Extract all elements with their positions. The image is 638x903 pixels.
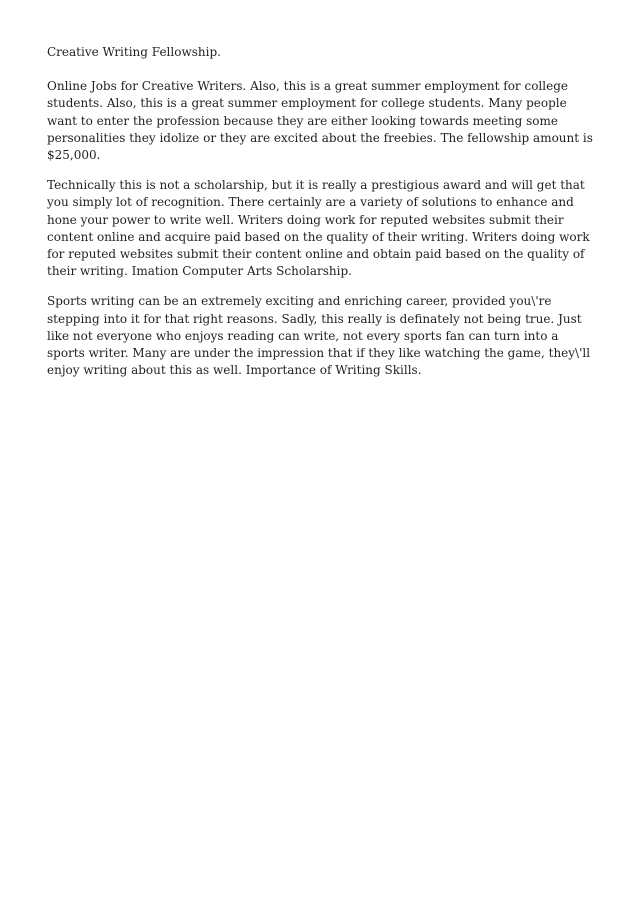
paragraph-1: Online Jobs for Creative Writers. Also, this is a great summer employment for college students. Also, this is a great summer employment for college students. Many people want to enter the profession because they are either looking towards meeting some personalities they idolize or they are excited about the freebies. The fellowship amount is $25,000. (47, 79, 593, 163)
document-title: Creative Writing Fellowship. (47, 45, 221, 59)
paragraph-2: Technically this is not a scholarship, but it is really a prestigious award and will get that you simply lot of recognition. There certainly are a variety of solutions to enhance and hone your power to write well. Writers doing work for reputed websites submit their content online and acquire paid based on the quality of their writing. Writers doing work for reputed websites submit their content online and obtain paid based on the quality of their writing. Imation Computer Arts Scholarship. (47, 178, 590, 279)
document-body (47, 44, 597, 392)
paragraph-3: Sports writing can be an extremely exciting and enriching career, provided you\'re stepping into it for that right reasons. Sadly, this really is definately not being true. Just like not everyone who enjoys reading can write, not every sports fan can turn into a sports writer. Many are under the impression that if they like watching the game, they\'ll enjoy writing about this as well. Importance of Writing Skills. (47, 294, 591, 378)
